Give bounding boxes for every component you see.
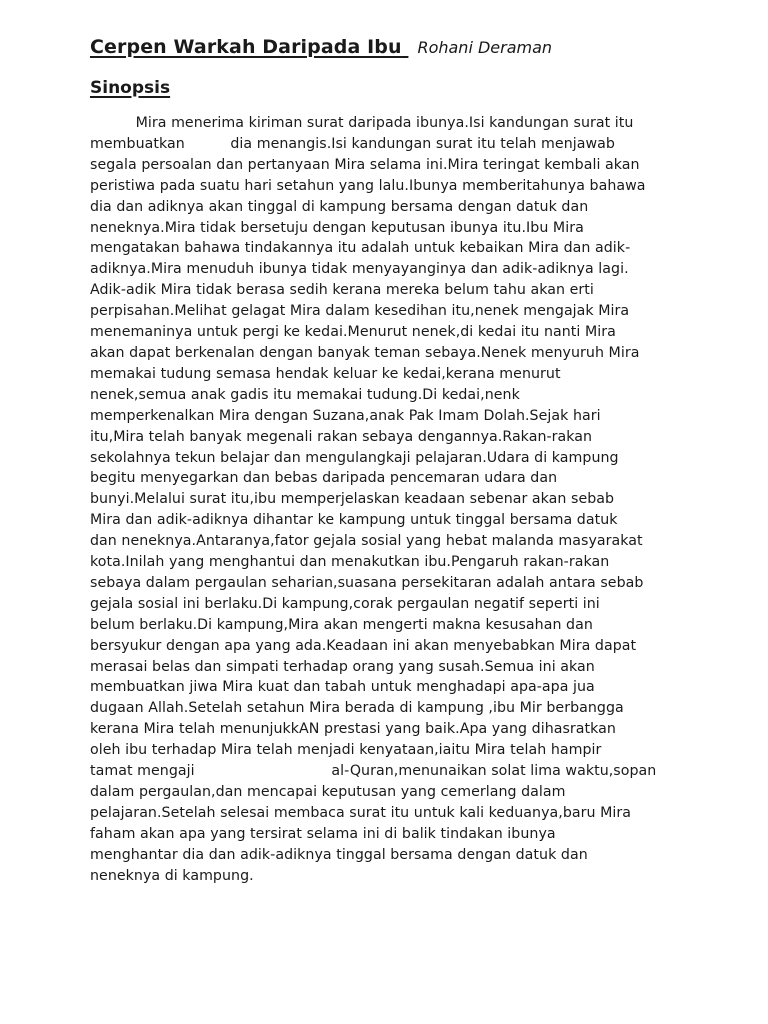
paragraph-line: segala persoalan dan pertanyaan Mira selama ini.Mira teringat kembali akan xyxy=(90,156,640,173)
paragraph-line: dalam pergaulan,dan mencapai keputusan yang cemerlang dalam xyxy=(90,784,566,800)
paragraph-line: neneknya di kampung. xyxy=(90,867,254,884)
paragraph-line: begitu menyegarkan dan bebas daripada pencemaran udara dan xyxy=(90,470,558,487)
paragraph-line: bersyukur dengan apa yang ada.Keadaan ini akan menyebabkan Mira dapat xyxy=(90,637,637,654)
synopsis-paragraph xyxy=(90,113,690,887)
paragraph-line: Adik-adik Mira tidak berasa sedih kerana mereka belum tahu akan erti xyxy=(90,282,594,299)
paragraph-line: peristiwa pada suatu hari setahun yang lalu.Ibunya memberitahunya bahawa xyxy=(90,177,646,194)
paragraph-line: Mira dan adik-adiknya dihantar ke kampung untuk tinggal bersama datuk xyxy=(90,512,618,529)
paragraph-line: merasai belas dan simpati terhadap orang yang susah.Semua ini akan xyxy=(90,658,595,675)
paragraph-line: tamat mengaji al-Quran,menunaikan solat lima waktu,sopan xyxy=(90,763,657,780)
paragraph-line: kerana Mira telah menunjukkAN prestasi yang baik.Apa yang dihasratkan xyxy=(90,721,616,738)
paragraph-line: Mira menerima kiriman surat daripada ibunya.Isi kandungan surat itu xyxy=(90,115,634,131)
paragraph-line: itu,Mira telah banyak megenali rakan sebaya dengannya.Rakan-rakan xyxy=(90,428,593,445)
paragraph-line: bunyi.Melalui surat itu,ibu memperjelaskan keadaan sebenar akan sebab xyxy=(90,491,615,508)
paragraph-line: adiknya.Mira menuduh ibunya tidak menyayanginya dan adik-adiknya lagi. xyxy=(90,261,629,278)
title-row xyxy=(90,36,552,58)
paragraph-line: oleh ibu terhadap Mira telah menjadi kenyataan,iaitu Mira telah hampir xyxy=(90,742,602,759)
paragraph-line: faham akan apa yang tersirat selama ini di balik tindakan ibunya xyxy=(90,825,556,842)
paragraph-line: memperkenalkan Mira dengan Suzana,anak Pak Imam Dolah.Sejak hari xyxy=(90,407,601,424)
paragraph-line: neneknya.Mira tidak bersetuju dengan keputusan ibunya itu.Ibu Mira xyxy=(90,219,584,236)
paragraph-line: membuatkan dia menangis.Isi kandungan surat itu telah menjawab xyxy=(90,135,615,152)
paragraph-line: mengatakan bahawa tindakannya itu adalah untuk kebaikan Mira dan adik- xyxy=(90,240,631,257)
author-name: Rohani Deraman xyxy=(417,38,553,57)
paragraph-line: menghantar dia dan adik-adiknya tinggal bersama dengan datuk dan xyxy=(90,846,588,863)
paragraph-line: sekolahnya tekun belajar dan mengulangkaji pelajaran.Udara di kampung xyxy=(90,449,619,466)
paragraph-line: kota.Inilah yang menghantui dan menakutkan ibu.Pengaruh rakan-rakan xyxy=(90,554,610,571)
section-heading-sinopsis: Sinopsis xyxy=(90,78,171,98)
paragraph-line: akan dapat berkenalan dengan banyak teman sebaya.Nenek menyuruh Mira xyxy=(90,344,640,361)
paragraph-line: perpisahan.Melihat gelagat Mira dalam kesedihan itu,nenek mengajak Mira xyxy=(90,303,630,320)
paragraph-line: sebaya dalam pergaulan seharian,suasana persekitaran adalah antara sebab xyxy=(90,574,644,591)
paragraph-line: nenek,semua anak gadis itu memakai tudung.Di kedai,nenk xyxy=(90,386,520,403)
paragraph-line: menemaninya untuk pergi ke kedai.Menurut nenek,di kedai itu nanti Mira xyxy=(90,324,616,341)
paragraph-line: gejala sosial ini berlaku.Di kampung,corak pergaulan negatif seperti ini xyxy=(90,595,600,612)
paragraph-line: dugaan Allah.Setelah setahun Mira berada di kampung ,ibu Mir berbangga xyxy=(90,700,624,717)
paragraph-line: pelajaran.Setelah selesai membaca surat itu untuk kali keduanya,baru Mira xyxy=(90,804,632,821)
paragraph-line: dia dan adiknya akan tinggal di kampung bersama dengan datuk dan xyxy=(90,198,589,215)
paragraph-line: memakai tudung semasa hendak keluar ke kedai,kerana menurut xyxy=(90,365,561,382)
paragraph-line: belum berlaku.Di kampung,Mira akan mengerti makna kesusahan dan xyxy=(90,616,593,633)
paragraph-line: membuatkan jiwa Mira kuat dan tabah untuk menghadapi apa-apa jua xyxy=(90,679,595,696)
paragraph-line: dan neneknya.Antaranya,fator gejala sosial yang hebat malanda masyarakat xyxy=(90,533,643,550)
document-title: Cerpen Warkah Daripada Ibu xyxy=(90,36,402,58)
